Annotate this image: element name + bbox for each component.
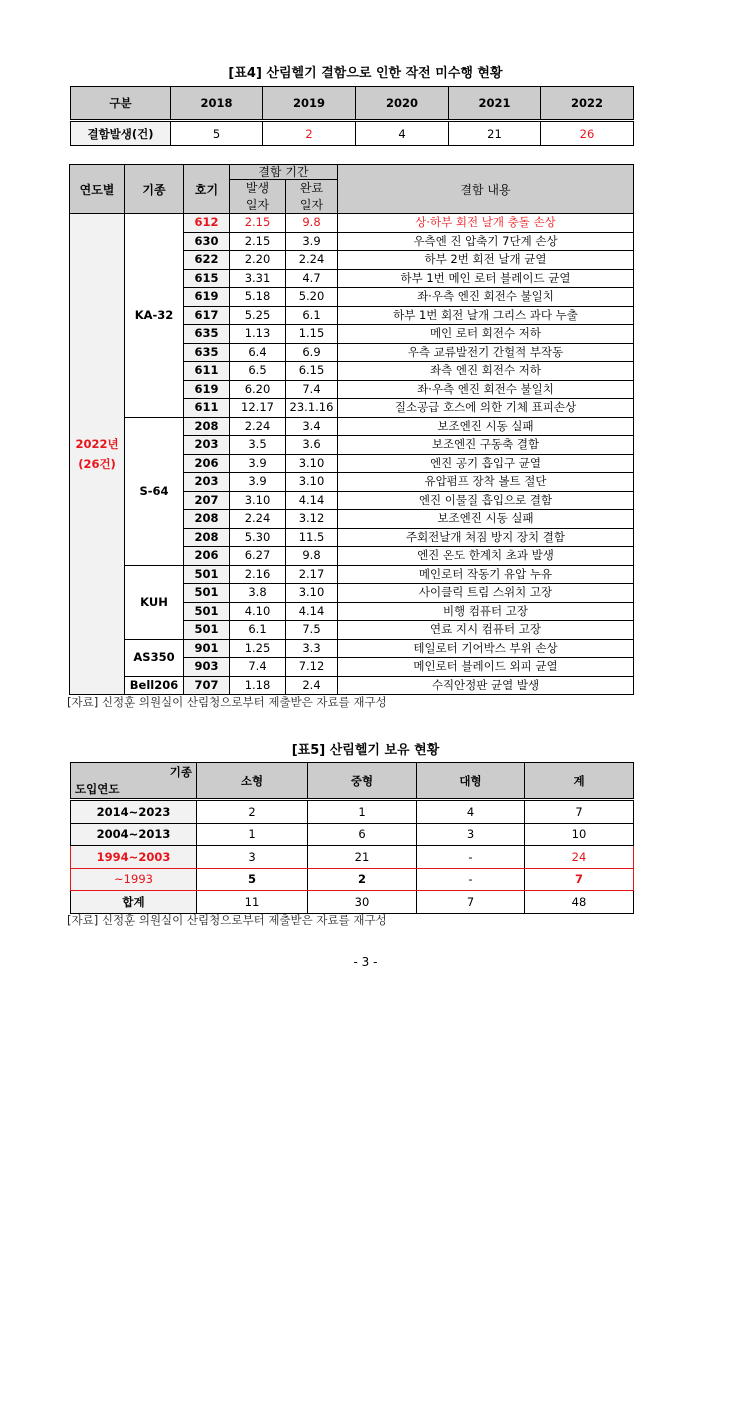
page-number: - 3 -: [353, 955, 378, 969]
table5-cell: 2: [308, 868, 417, 891]
end-date-cell: 3.10: [286, 473, 338, 492]
table5-cell: 24: [525, 846, 634, 869]
start-date-cell: 6.27: [230, 547, 286, 566]
defects-source-note: [자료] 신정훈 의원실이 산림청으로부터 제출받은 자료를 재구성: [67, 695, 387, 709]
defect-content-cell: 하부 2번 회전 날개 균열: [338, 251, 634, 270]
unit-cell: 615: [184, 269, 230, 288]
start-date-cell: 6.5: [230, 362, 286, 381]
unit-cell: 622: [184, 251, 230, 270]
start-date-cell: 5.30: [230, 528, 286, 547]
header-start: 발생: [230, 180, 286, 197]
header-type: 기종: [125, 165, 184, 214]
start-date-cell: 3.5: [230, 436, 286, 455]
table5-header: 소형: [197, 763, 308, 800]
table4-header: 2022: [541, 87, 634, 121]
start-date-cell: 2.15: [230, 214, 286, 233]
unit-cell: 903: [184, 658, 230, 677]
start-date-cell: 3.9: [230, 454, 286, 473]
start-date-cell: 3.8: [230, 584, 286, 603]
table5-header-row: [71, 763, 634, 800]
unit-cell: 206: [184, 547, 230, 566]
table4-header: 구분: [71, 87, 171, 121]
table5-cell: 1: [197, 823, 308, 846]
unit-cell: 617: [184, 306, 230, 325]
defect-row: [70, 639, 634, 658]
start-date-cell: 12.17: [230, 399, 286, 418]
defect-row: [70, 676, 634, 695]
header-unit: 호기: [184, 165, 230, 214]
aircraft-type-cell: KUH: [125, 565, 184, 639]
table4-cell: 5: [171, 121, 263, 146]
start-date-cell: 6.20: [230, 380, 286, 399]
table5-cell: -: [417, 846, 525, 869]
table5-cell: 5: [197, 868, 308, 891]
table4-cell: 26: [541, 121, 634, 146]
table5-corner-header: [71, 763, 197, 800]
end-date-cell: 6.9: [286, 343, 338, 362]
table4-row: [71, 121, 634, 146]
defect-content-cell: 엔진 공기 흡입구 균열: [338, 454, 634, 473]
table5-source-note: [자료] 신정훈 의원실이 산림청으로부터 제출받은 자료를 재구성: [67, 913, 387, 927]
unit-cell: 619: [184, 380, 230, 399]
table5-row-label: 2014~2023: [71, 800, 197, 824]
table5-cell: 7: [525, 800, 634, 824]
end-date-cell: 9.8: [286, 547, 338, 566]
start-date-cell: 3.31: [230, 269, 286, 288]
defect-content-cell: 상·하부 회전 날개 충돌 손상: [338, 214, 634, 233]
start-date-cell: 2.20: [230, 251, 286, 270]
table5-cell: 10: [525, 823, 634, 846]
end-date-cell: 2.17: [286, 565, 338, 584]
end-date-cell: 1.15: [286, 325, 338, 344]
table5-header: 계: [525, 763, 634, 800]
table5-row-label: ~1993: [71, 868, 197, 891]
defect-content-cell: 엔진 온도 한계치 초과 발생: [338, 547, 634, 566]
corner-top-label: 기종: [169, 765, 192, 779]
start-date-cell: 2.24: [230, 510, 286, 529]
table5-cell: 1: [308, 800, 417, 824]
end-date-cell: 4.14: [286, 602, 338, 621]
table4-caption: [표4] 산림헬기 결함으로 인한 작전 미수행 현황: [228, 66, 503, 81]
unit-cell: 630: [184, 232, 230, 251]
end-date-cell: 2.4: [286, 676, 338, 695]
defect-content-cell: 메인 로터 회전수 저하: [338, 325, 634, 344]
table4-header-row: [71, 87, 634, 121]
defects-header-row: [70, 165, 634, 180]
defect-content-cell: 보조엔진 구동축 결함: [338, 436, 634, 455]
defect-content-cell: 좌·우측 엔진 회전수 불일치: [338, 288, 634, 307]
table4-header: 2018: [171, 87, 263, 121]
table5-header: 대형: [417, 763, 525, 800]
defect-content-cell: 주회전날개 쳐짐 방지 장치 결함: [338, 528, 634, 547]
end-date-cell: 4.14: [286, 491, 338, 510]
unit-cell: 203: [184, 473, 230, 492]
start-date-cell: 2.16: [230, 565, 286, 584]
start-date-cell: 3.10: [230, 491, 286, 510]
unit-cell: 207: [184, 491, 230, 510]
defect-content-cell: 우측 교류발전기 간헐적 부작동: [338, 343, 634, 362]
aircraft-type-cell: Bell206: [125, 676, 184, 695]
table5-row-label: 합계: [71, 891, 197, 914]
end-date-cell: 3.12: [286, 510, 338, 529]
table4-header: 2019: [263, 87, 356, 121]
end-date-cell: 4.7: [286, 269, 338, 288]
table5-row: [71, 800, 634, 824]
year-label: 2022년: [75, 437, 119, 451]
start-date-cell: 1.18: [230, 676, 286, 695]
defect-content-cell: 유압펌프 장착 볼트 절단: [338, 473, 634, 492]
table5-row-highlighted: [71, 846, 634, 869]
aircraft-type-cell: KA-32: [125, 214, 184, 418]
unit-cell: 619: [184, 288, 230, 307]
table5-cell: 21: [308, 846, 417, 869]
start-date-cell: 5.18: [230, 288, 286, 307]
defect-content-cell: 우측엔 진 압축기 7단계 손상: [338, 232, 634, 251]
table5: [70, 762, 634, 914]
table5-row-label: 1994~2003: [71, 846, 197, 869]
defect-content-cell: 수직안정판 균열 발생: [338, 676, 634, 695]
defect-content-cell: 보조엔진 시동 실패: [338, 510, 634, 529]
unit-cell: 203: [184, 436, 230, 455]
unit-cell: 635: [184, 343, 230, 362]
table4-row-label: 결함발생(건): [71, 121, 171, 146]
header-end-2: 일자: [286, 197, 338, 214]
unit-cell: 611: [184, 399, 230, 418]
unit-cell: 501: [184, 565, 230, 584]
aircraft-type-cell: AS350: [125, 639, 184, 676]
table5-row: [71, 823, 634, 846]
unit-cell: 901: [184, 639, 230, 658]
table5-cell: 4: [417, 800, 525, 824]
end-date-cell: 2.24: [286, 251, 338, 270]
aircraft-type-cell: S-64: [125, 417, 184, 565]
end-date-cell: 7.12: [286, 658, 338, 677]
table5-total-row: [71, 891, 634, 914]
unit-cell: 707: [184, 676, 230, 695]
defects-table: [69, 164, 634, 695]
end-date-cell: 5.20: [286, 288, 338, 307]
table5-cell: 30: [308, 891, 417, 914]
unit-cell: 501: [184, 584, 230, 603]
defect-content-cell: 엔진 이물질 흡입으로 결함: [338, 491, 634, 510]
table4-header: 2020: [356, 87, 449, 121]
end-date-cell: 3.4: [286, 417, 338, 436]
header-period: 결함 기간: [230, 165, 338, 180]
table5-row-label: 2004~2013: [71, 823, 197, 846]
corner-bottom-label: 도입연도: [75, 782, 120, 796]
defect-content-cell: 하부 1번 회전 날개 그리스 과다 누출: [338, 306, 634, 325]
start-date-cell: 6.4: [230, 343, 286, 362]
unit-cell: 208: [184, 417, 230, 436]
start-date-cell: 2.24: [230, 417, 286, 436]
end-date-cell: 9.8: [286, 214, 338, 233]
table5-cell: -: [417, 868, 525, 891]
end-date-cell: 6.15: [286, 362, 338, 381]
defect-content-cell: 좌측 엔진 회전수 저하: [338, 362, 634, 381]
start-date-cell: 4.10: [230, 602, 286, 621]
table5-cell: 11: [197, 891, 308, 914]
defect-content-cell: 질소공급 호스에 의한 기체 표피손상: [338, 399, 634, 418]
start-date-cell: 1.13: [230, 325, 286, 344]
defect-row: [70, 417, 634, 436]
unit-cell: 611: [184, 362, 230, 381]
header-end: 완료: [286, 180, 338, 197]
start-date-cell: 1.25: [230, 639, 286, 658]
end-date-cell: 7.4: [286, 380, 338, 399]
start-date-cell: 3.9: [230, 473, 286, 492]
table4-cell: 2: [263, 121, 356, 146]
table4-header: 2021: [449, 87, 541, 121]
end-date-cell: 6.1: [286, 306, 338, 325]
defect-content-cell: 테일로터 기어박스 부위 손상: [338, 639, 634, 658]
table5-cell: 2: [197, 800, 308, 824]
unit-cell: 501: [184, 621, 230, 640]
start-date-cell: 5.25: [230, 306, 286, 325]
defect-content-cell: 연료 지시 컴퓨터 고장: [338, 621, 634, 640]
table5-cell: 7: [525, 868, 634, 891]
end-date-cell: 7.5: [286, 621, 338, 640]
table5-cell: 3: [417, 823, 525, 846]
end-date-cell: 23.1.16: [286, 399, 338, 418]
unit-cell: 208: [184, 510, 230, 529]
defect-content-cell: 보조엔진 시동 실패: [338, 417, 634, 436]
header-start-2: 일자: [230, 197, 286, 214]
defect-row: [70, 565, 634, 584]
unit-cell: 501: [184, 602, 230, 621]
year-count: (26건): [78, 457, 116, 471]
table4: [70, 86, 634, 146]
end-date-cell: 11.5: [286, 528, 338, 547]
unit-cell: 208: [184, 528, 230, 547]
end-date-cell: 3.10: [286, 454, 338, 473]
table4-cell: 21: [449, 121, 541, 146]
header-year: 연도별: [70, 165, 125, 214]
defect-content-cell: 사이클릭 트림 스위치 고장: [338, 584, 634, 603]
end-date-cell: 3.10: [286, 584, 338, 603]
unit-cell: 206: [184, 454, 230, 473]
start-date-cell: 6.1: [230, 621, 286, 640]
header-content: 결함 내용: [338, 165, 634, 214]
defect-content-cell: 하부 1번 메인 로터 블레이드 균열: [338, 269, 634, 288]
table5-cell: 6: [308, 823, 417, 846]
table5-cell: 3: [197, 846, 308, 869]
defect-row: [70, 214, 634, 233]
start-date-cell: 2.15: [230, 232, 286, 251]
unit-cell: 635: [184, 325, 230, 344]
year-cell: [70, 214, 125, 695]
end-date-cell: 3.9: [286, 232, 338, 251]
table5-header: 중형: [308, 763, 417, 800]
end-date-cell: 3.6: [286, 436, 338, 455]
table4-cell: 4: [356, 121, 449, 146]
table5-cell: 7: [417, 891, 525, 914]
defects-body: [70, 214, 634, 695]
start-date-cell: 7.4: [230, 658, 286, 677]
defect-content-cell: 비행 컴퓨터 고장: [338, 602, 634, 621]
table5-row-highlighted: [71, 868, 634, 891]
unit-cell: 612: [184, 214, 230, 233]
end-date-cell: 3.3: [286, 639, 338, 658]
table5-caption: [표5] 산림헬기 보유 현황: [291, 743, 440, 758]
defect-content-cell: 메인로터 블레이드 외피 균열: [338, 658, 634, 677]
defect-content-cell: 좌·우측 엔진 회전수 불일치: [338, 380, 634, 399]
table5-cell: 48: [525, 891, 634, 914]
defect-content-cell: 메인로터 작동기 유압 누유: [338, 565, 634, 584]
